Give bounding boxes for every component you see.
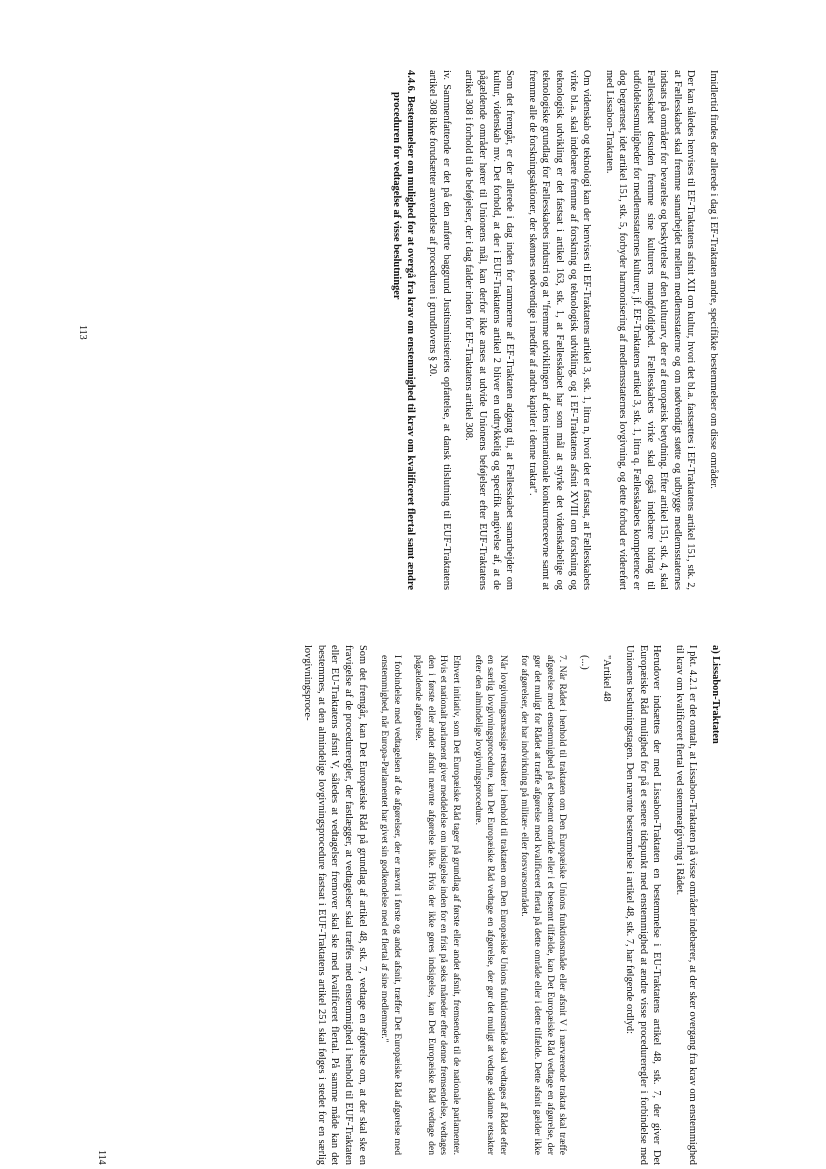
paragraph: Om videnskab og teknologi kan der henvises til EF-Traktatens artikel 3, stk. 1, litra n, hvori det er fastsat, at Fællesskabets virke bl.a. skal indebære fremme af forskning og teknologisk udvikling, og i EF-Traktatens afsnit XVIII om forskning og teknologisk udvikling er det fastsat i artikel 163, stk. 1, at Fællesskabet har som mål at styrke det videnskabelige og teknologiske grundlag for Fællesskabets industri og at "fremme udviklingen af dens internationale konkurrenceevne samt at fremme alle de forskningsaktioner, der skønnes nødvendige i medfør af andre kapitler i denne traktat". — [526, 70, 593, 590]
page-113 — [77, 70, 720, 590]
quote-ellipsis: (...) — [578, 655, 590, 670]
page-114 — [96, 645, 722, 1165]
paragraph: iv. Sammenfattende er det på den anførte baggrund Justitsministeriets opfattelse, at dansk tilslutning til EUF-Traktatens artikel 308 ikke forudsætter anvendelse af proceduren i grundlovens § 20. — [427, 70, 452, 590]
quoted-paragraph: Når lovgivningsmæssige retsakter i henhold til traktaten om Den Europæiske Unions funktionsmåde skal vedtages af Rådet efter en særlig lovgivningsprocedure, kan Det Europæiske Råd vedtage en afgørelse, der gør det muligt at vedtage sådanne retsakter efter den almindelige lovgivningsprocedure. — [472, 655, 509, 1155]
quoted-paragraph: Ethvert initiativ, som Det Europæiske Råd tager på grundlag af første eller andet afsnit, fremsendes til de nationale parlamenter. Hvis et nationalt parlament giver meddelelse om indsigelse inden for en frist på seks måneder efter denne fremsendelse, vedtages den i første eller andet afsnit nævnte afgørelse ikke. Hvis der ikke gøres indsigelse, kan Det Europæiske Råd vedtage den pågældende afgørelse. — [413, 655, 463, 1155]
paragraph: Som det fremgår, er der allerede i dag inden for rammerne af EF-Traktaten adgang til, at Fællesskabet samarbejder om kultur, videnskab mv. Det forhold, at der i EUF-Traktatens artikel 2 bliver en udtrykkelig og specifik angivelse af, at de pågældende områder hører til Unionens mål, kan derfor ikke anses at udvide Unionens beføjelser efter EUF-Traktatens artikel 308 i forhold til de beføjelser, der i dag falder inden for EF-Traktatens artikel 308. — [463, 70, 516, 590]
paragraph: I pkt. 4.2.1 er det omtalt, at Lissabon-Traktaten på visse områder indebærer, at der sker overgang fra krav om enstemmighed til krav om kvalificeret flertal ved stemmeafgivning i Rådet. — [673, 645, 699, 1165]
paragraph: Imidlertid findes der allerede i dag i EF-Traktaten andre, specifikke bestemmelser om disse områder. — [708, 70, 719, 489]
quoted-paragraph: 7. Når Rådet i henhold til traktaten om Den Europæiske Unions funktionsmåde eller afsnit V i nærværende traktat skal træffe afgørelse med enstemmighed på et bestemt område eller i et bestemt tilfælde, kan Det Europæiske Råd vedtage en afgørelse, der gør det muligt for Rådet at træffe afgørelse med kvalificeret flertal på dette område eller i dette tilfælde. Dette afsnit gælder ikke for afgørelser, der har indvirkning på militær- eller forsvarsområdet. — [519, 655, 569, 1155]
page-number: 114 — [96, 1150, 107, 1165]
subsection-heading: a) Lissabon-Traktaten — [710, 645, 721, 744]
paragraph: Der kan således henvises til EF-Traktatens afsnit XII om kultur, hvori det bl.a. fastsættes i EF-Traktatens artikel 151, stk. 2, at Fællesskabet skal fremme samarbejdet mellem medlemsstaterne og om nødvendigt støtte og udbygge medlemsstaternes indsats på områdeт for bevarelse og beskyttelse af den kulturarv, der er af europæisk betydning. Efter artikel 151, stk. 4, skal Fællesskabet desuden fremme sine kulturers mangfoldighed. Fællesskabets virke skal også indebære bidrag til udfoldelsesmuligheder for medlemsstaternes kulturer, jf. EF-Traktatens artikel 3, stk. 1, litra q. Fællesskabets kompetence er dog begrænset, idet artikel 151, stk. 5, forbyder harmonisering af medlemsstaternes lovgivning, og dette forbud er videreført med Lissabon-Traktaten. — [603, 70, 697, 590]
quoted-paragraph: I forbindelse med vedtagelsen af de afgørelser, der er nævnt i første og andet afsnit, træffer Det Europæiske Råd afgørelse med enstemmighed, når Europa-Parlamentet har givet sin godkendelse med et flertal af sine medlemmer." — [379, 655, 403, 1155]
page-number: 113 — [77, 325, 88, 340]
page-114-text-column — [122, 645, 722, 1165]
section-heading: 4.4.6. Bestemmelser om mulighed for at overgå fra krav om enstemmighed til krav om kvalificeret flertal samt ændre proceduren for vedtagelse af visse beslutninger — [391, 70, 416, 590]
paragraph: Herudover indsættes der med Lissabon-Traktaten en bestemmelse i EU-Traktatens artikel 48, stk. 7, der giver Det Europæiske Råd mulighed for på et senere tidspunkt med enstemmighed at ændre visse procedureregler i forbindelse med Unionens beslutningstagen. Den nævnte bestemmelse i artikel 48, stk. 7, har følgende ordlyd: — [624, 645, 663, 1165]
page-113-text-column — [120, 70, 720, 590]
paragraph: Som det fremgår, kan Det Europæiske Råd på grundlag af artikel 48, stk. 7, vedtage en afgørelse om, at der skal ske en fravigelse af de procedureregler, der fastlægger, at vedtagelser skal træffes med enstemmighed i henhold til EUF-Traktaten eller EU-Traktatens afsnit V, således at vedtagelser fremover skal ske med kvalificeret flertal. På samme måde kan det bestemmes, at den almindelige lovgivningsprocedure fastsat i EUF-Traktatens artikel 251 skal følges i stedet for en særlig lovgivningsproce- — [302, 645, 368, 1165]
quote-title: "Artikel 48 — [601, 655, 613, 702]
